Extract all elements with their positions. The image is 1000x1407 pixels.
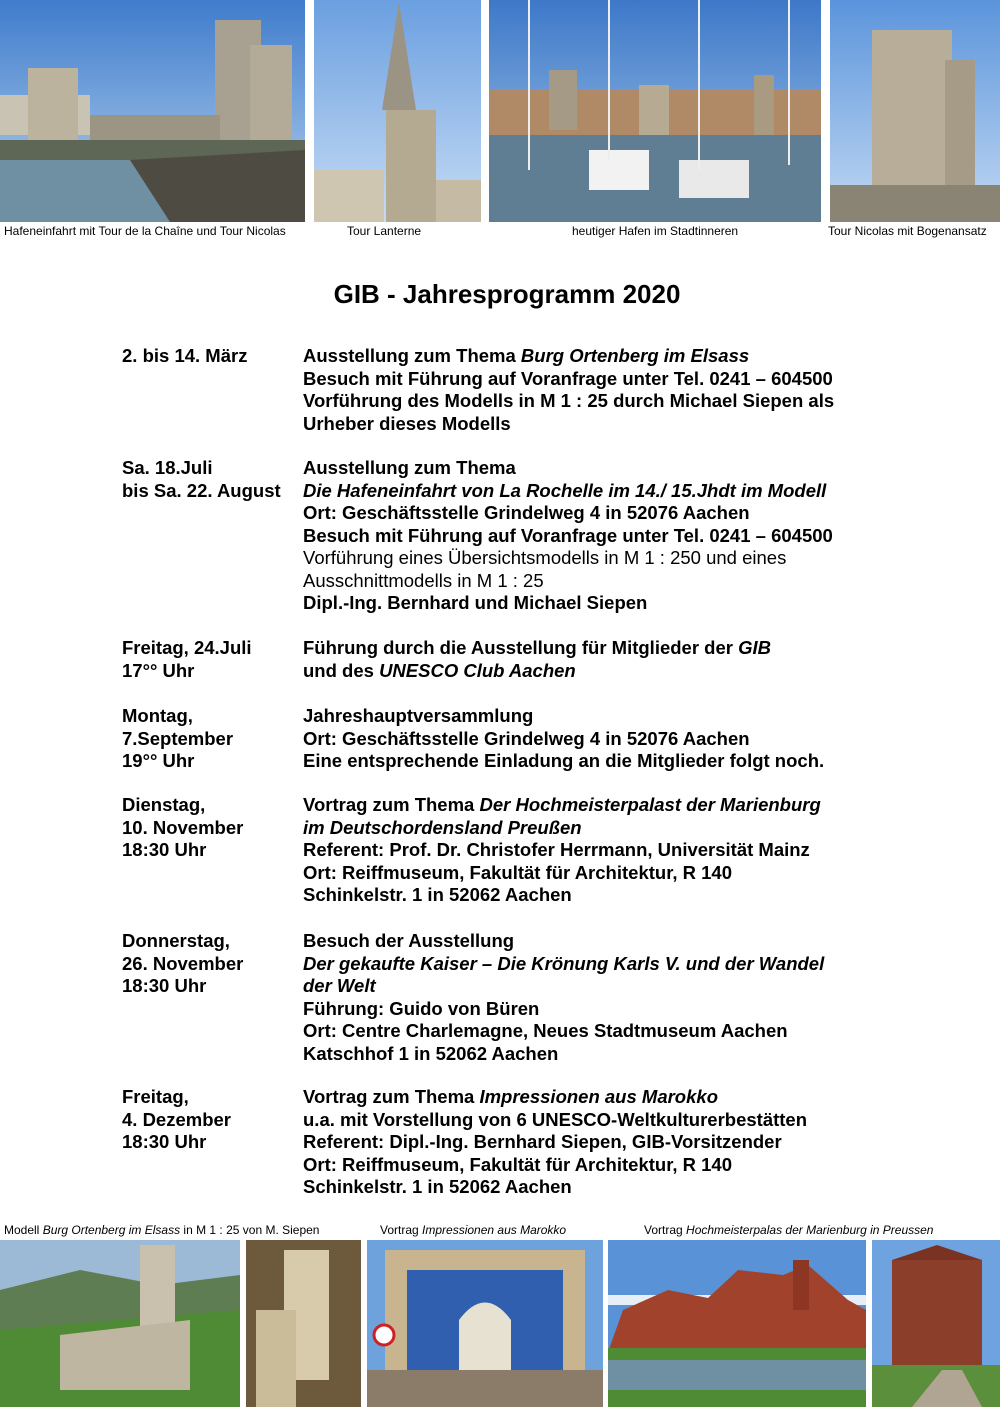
event-date: Freitag, 24.Juli [122,637,252,658]
event-text [303,345,749,368]
event-text [303,1176,572,1199]
event-text-segment: Ort: Geschäftsstelle Grindelweg 4 in 52076 Aachen [303,502,750,523]
event-line [122,953,992,976]
event-text-segment: Referent: Dipl.-Ing. Bernhard Siepen, GIB-Vorsitzender [303,1131,782,1152]
event-text [303,637,771,660]
event-date: 10. November [122,816,244,838]
event-text-segment: Eine entsprechende Einladung an die Mitglieder folgt noch. [303,750,825,771]
event-line [122,413,992,436]
event-text [303,728,750,751]
event-line [122,570,992,593]
event-date: 18:30 Uhr [122,839,207,860]
event-text [303,794,821,817]
event-text-segment: Ort: Geschäftsstelle Grindelweg 4 in 52076 Aachen [303,727,750,749]
event-text [303,660,576,683]
event-line [122,1176,992,1199]
event-line [122,862,992,885]
event-text-segment: Vortrag zum Thema [303,1086,480,1107]
caption-marienburg: Vortrag Hochmeisterpalas der Marienburg in Preussen [644,1223,934,1237]
event-block [122,637,992,682]
event-text [303,1020,788,1043]
photo-marienburg [608,1240,866,1407]
event-text-segment: GIB [738,637,771,658]
event-text [303,975,376,998]
event-text-segment: Burg Ortenberg im Elsass [520,345,750,366]
event-line [122,1020,992,1043]
event-line [122,998,992,1021]
event-block [122,794,992,907]
event-line [122,884,992,907]
event-text-segment: Besuch der Ausstellung [303,930,515,951]
event-block [122,457,992,615]
event-line [122,794,992,817]
event-text [303,413,511,436]
event-line [122,502,992,525]
event-text-segment: Der gekaufte Kaiser – Die Krönung Karls V. und der Wandel [303,952,825,974]
event-block [122,345,992,435]
event-date: 4. Dezember [122,1108,231,1130]
photo-harbour-entrance [0,0,305,222]
event-block [122,705,992,773]
event-text [303,998,539,1021]
event-text [303,457,516,480]
event-date: Freitag, [122,1086,189,1107]
event-line [122,592,992,615]
event-date: Montag, [122,705,193,726]
event-text-segment: Ort: Reiffmuseum, Fakultät für Architektur, R 140 [303,1153,733,1175]
photo-hochmeisterpalast [872,1240,1000,1407]
event-text [303,502,750,525]
event-date: Donnerstag, [122,930,230,951]
event-text [303,862,732,885]
event-line [122,930,992,953]
photo-model-ortenberg [246,1240,361,1407]
photo-bab-bou-jeloud [367,1240,603,1407]
event-date: 18:30 Uhr [122,975,207,996]
event-text [303,750,824,773]
event-text-segment: Dipl.-Ing. Bernhard und Michael Siepen [303,592,648,613]
caption-harbour-today: heutiger Hafen im Stadtinneren [572,224,739,238]
event-text [303,390,834,413]
event-line [122,839,992,862]
event-line [122,975,992,998]
event-text-segment: Ort: Reiffmuseum, Fakultät für Architektur, R 140 [303,861,733,883]
event-date: Dienstag, [122,794,206,815]
event-text-segment: Jahreshauptversammlung [303,705,534,726]
event-text [303,1131,782,1154]
event-text-segment: u.a. mit Vorstellung von 6 UNESCO-Weltkulturerbestätten [303,1108,808,1130]
event-text [303,839,810,862]
photo-tour-nicolas [830,0,1000,222]
event-line [122,457,992,480]
event-text-segment: Die Hafeneinfahrt von La Rochelle im 14./ 15.Jhdt im Modell [303,479,827,501]
event-text [303,1109,807,1132]
event-date: 19°° Uhr [122,750,195,771]
event-text-segment: im Deutschordensland Preußen [303,816,582,838]
event-text-segment: Impressionen aus Marokko [479,1086,718,1107]
event-text [303,1086,718,1109]
event-line [122,390,992,413]
event-date: 17°° Uhr [122,659,195,681]
event-date: Sa. 18.Juli [122,457,213,478]
caption-morocco: Vortrag Impressionen aus Marokko [380,1223,567,1237]
event-text-segment: und des [303,659,380,681]
photo-tour-lanterne [314,0,481,222]
page-title: GIB - Jahresprogramm 2020 [333,279,681,309]
event-text-segment: Der Hochmeisterpalast der Marienburg [479,794,821,815]
event-text [303,953,824,976]
event-text-segment: Ausstellung zum Thema [303,457,516,478]
event-text [303,1043,558,1066]
event-text-segment: Vortrag zum Thema [303,794,480,815]
event-text [303,817,582,840]
event-text-segment: Führung durch die Ausstellung für Mitglieder der [303,637,739,658]
event-text-segment: Ort: Centre Charlemagne, Neues Stadtmuseum Aachen [303,1020,788,1041]
caption-model: Modell Burg Ortenberg im Elsass in M 1 : 25 von M. Siepen [4,1223,320,1237]
event-date: 26. November [122,952,244,974]
photo-burg-ortenberg [0,1240,240,1407]
event-text [303,547,786,570]
event-line [122,368,992,391]
event-text-segment: Schinkelstr. 1 in 52062 Aachen [303,1176,572,1197]
event-text-segment: Schinkelstr. 1 in 52062 Aachen [303,884,572,905]
event-text-segment: Führung: Guido von Büren [303,997,540,1019]
event-line [122,660,992,683]
event-date: 7.September [122,727,234,749]
event-block [122,1086,992,1199]
event-date: 2. bis 14. März [122,345,248,366]
event-line [122,1131,992,1154]
event-line [122,750,992,773]
event-text-segment: Vorführung eines Übersichtsmodells in M 1 : 250 und eines [303,547,787,568]
event-line [122,547,992,570]
event-text-segment: Vorführung des Modells in M 1 : 25 durch Michael Siepen als [303,390,835,411]
event-line [122,480,992,503]
event-line [122,1086,992,1109]
event-text-segment: Besuch mit Führung auf Voranfrage unter Tel. 0241 – 604500 [303,524,833,546]
event-line [122,817,992,840]
event-text-segment: Ausschnittmodells in M 1 : 25 [303,569,544,591]
event-text-segment: Katschhof 1 in 52062 Aachen [303,1042,559,1064]
event-text [303,930,514,953]
event-line [122,345,992,368]
event-text [303,1154,732,1177]
event-text [303,480,826,503]
event-block [122,930,992,1065]
event-text [303,570,544,593]
event-line [122,525,992,548]
event-text-segment: Urheber dieses Modells [303,412,511,434]
event-text-segment: Ausstellung zum Thema [303,345,521,366]
event-line [122,728,992,751]
event-date: 18:30 Uhr [122,1131,207,1152]
event-text-segment: Referent: Prof. Dr. Christofer Herrmann, Universität Mainz [303,839,810,860]
event-text-segment: Besuch mit Führung auf Voranfrage unter Tel. 0241 – 604500 [303,367,833,389]
event-text-segment: der Welt [303,975,376,996]
caption-tour-lanterne: Tour Lanterne [347,224,422,238]
event-line [122,1109,992,1132]
event-text [303,368,833,391]
event-line [122,705,992,728]
event-text [303,525,833,548]
caption-tour-nicolas: Tour Nicolas mit Bogenansatz [828,224,987,238]
event-text [303,705,533,728]
event-line [122,1154,992,1177]
caption-harbour-entrance: Hafeneinfahrt mit Tour de la Chaîne und Tour Nicolas [4,224,286,238]
event-date: bis Sa. 22. August [122,479,281,501]
event-text [303,884,572,907]
event-line [122,1043,992,1066]
photo-harbour-today [489,0,821,222]
event-text [303,592,647,615]
event-text-segment: UNESCO Club Aachen [379,659,576,681]
event-line [122,637,992,660]
